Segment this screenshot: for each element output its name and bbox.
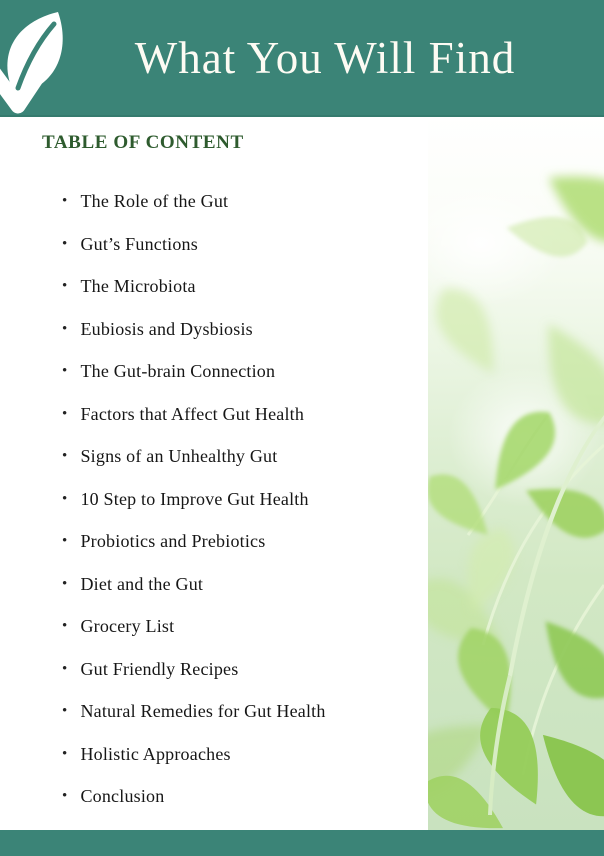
toc-item-label: Probiotics and Prebiotics xyxy=(80,531,266,551)
bullet-icon: • xyxy=(62,533,68,549)
bullet-icon: • xyxy=(62,618,68,634)
toc-item xyxy=(62,573,326,597)
toc-item-label: Grocery List xyxy=(80,616,175,636)
toc-item-label: Conclusion xyxy=(80,786,165,806)
toc-item-label: Gut’s Functions xyxy=(80,233,198,254)
toc-item-label: The Role of the Gut xyxy=(80,191,229,211)
page-title: What You Will Find xyxy=(134,32,516,83)
bullet-icon: • xyxy=(62,703,68,719)
footer-band xyxy=(0,830,604,856)
toc-item xyxy=(62,658,326,682)
bullet-icon: • xyxy=(62,193,68,209)
bullet-icon: • xyxy=(62,745,68,762)
bullet-icon: • xyxy=(62,235,68,252)
toc-item-label: Holistic Approaches xyxy=(80,743,231,764)
toc-item-label: Natural Remedies for Gut Health xyxy=(80,701,326,721)
toc-item-label: Signs of an Unhealthy Gut xyxy=(80,446,278,466)
bullet-icon: • xyxy=(62,788,68,804)
toc-item xyxy=(62,615,326,639)
bullet-icon: • xyxy=(62,320,68,337)
toc-item-label: Gut Friendly Recipes xyxy=(80,658,239,679)
toc-item xyxy=(62,275,326,299)
toc-item-label: Factors that Affect Gut Health xyxy=(80,403,305,424)
toc-item xyxy=(62,445,326,469)
bullet-icon: • xyxy=(62,490,68,507)
toc-item xyxy=(62,233,326,257)
bullet-icon: • xyxy=(62,363,68,379)
toc-item-label: The Gut-brain Connection xyxy=(80,361,276,381)
toc-item-label: 10 Step to Improve Gut Health xyxy=(80,488,309,509)
toc-item xyxy=(62,530,326,554)
toc-item xyxy=(62,190,326,214)
header-band xyxy=(0,0,604,117)
toc-item xyxy=(62,785,326,809)
toc-item xyxy=(62,743,326,767)
toc-item xyxy=(62,403,326,427)
toc-heading: TABLE OF CONTENT xyxy=(42,132,244,153)
bullet-icon: • xyxy=(62,575,68,592)
toc-item-label: Eubiosis and Dysbiosis xyxy=(80,318,253,339)
toc-item-label: Diet and the Gut xyxy=(80,573,204,594)
toc-item xyxy=(62,360,326,384)
toc-item xyxy=(62,318,326,342)
bullet-icon: • xyxy=(62,448,68,464)
bullet-icon: • xyxy=(62,278,68,294)
leaves-illustration xyxy=(428,115,604,830)
toc-item xyxy=(62,488,326,512)
bullet-icon: • xyxy=(62,660,68,677)
toc-item xyxy=(62,700,326,724)
bullet-icon: • xyxy=(62,405,68,422)
toc-list xyxy=(62,190,326,828)
toc-item-label: The Microbiota xyxy=(80,276,196,296)
leafy-background-image xyxy=(428,115,604,830)
